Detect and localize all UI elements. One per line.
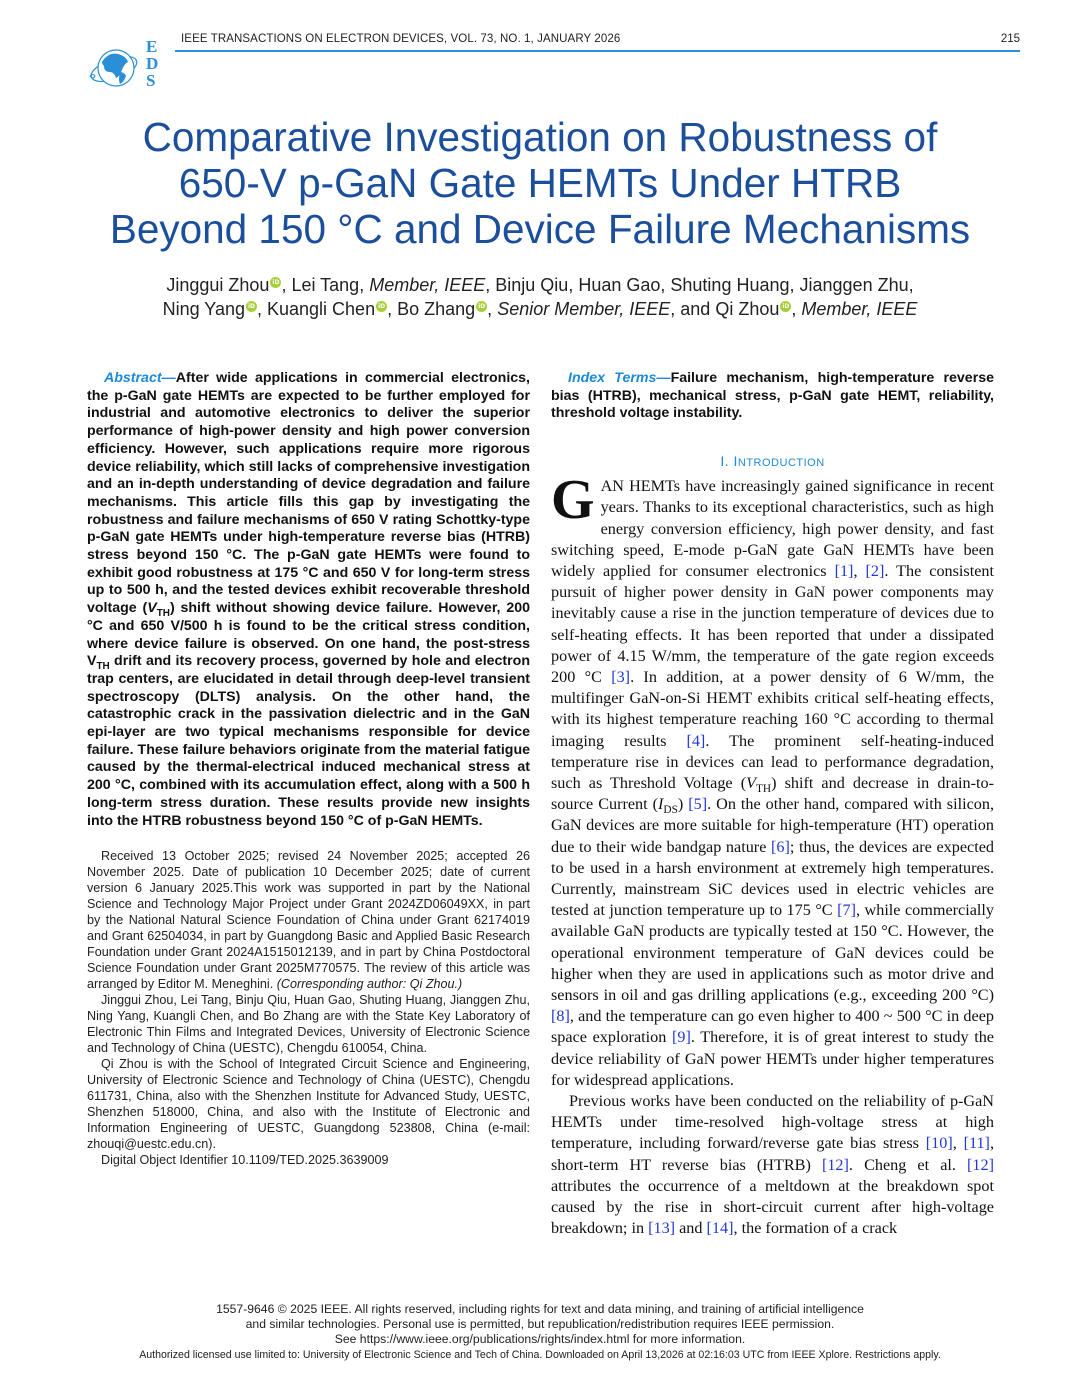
- citation-link[interactable]: [4]: [686, 731, 706, 750]
- left-column: [87, 370, 530, 1168]
- drop-cap: G: [551, 469, 595, 532]
- citation-link[interactable]: [10]: [925, 1134, 953, 1153]
- author-conjunction: and: [680, 299, 716, 319]
- citation-link[interactable]: [1]: [834, 561, 854, 580]
- citation-link[interactable]: [11]: [963, 1134, 990, 1153]
- author-name: Jianggen Zhu: [799, 275, 909, 295]
- section-numeral: I.: [720, 453, 734, 470]
- abstract-text: After wide applications in commercial electronics, the p-GaN gate HEMTs are expected to be further employed for industrial and automotive electronics to deliver the superior performance of high-power density and high power conversion efficiency. However, such applications require more rigorous device reliability, which still lacks of comprehensive investigation and an in-depth understanding of device degradation and failure mechanisms. This article fills this gap by investigating the robustness and failure mechanisms of 650 V rating Schottky-type p-GaN gate HEMTs under high-temperature reverse bias (HTRB) stress beyond 150 °C. The p-GaN gate HEMTs were found to exhibit good robustness at 175 °C and 650 V for long-term stress up to 500 h, and the tested devices exhibit recoverable threshold voltage (: [87, 370, 530, 617]
- logo-text: EDS: [146, 37, 159, 90]
- index-terms-text: Failure mechanism, high-temperature reverse bias (HTRB), mechanical stress, p-GaN gate HEMT, reliability, threshold voltage instability.: [551, 370, 994, 422]
- vth-subscript: TH: [156, 607, 170, 619]
- author-membership: Senior Member, IEEE: [497, 299, 671, 319]
- title-line: Beyond 150 °C and Device Failure Mechanisms: [109, 206, 971, 252]
- citation-link[interactable]: [12]: [821, 1155, 849, 1174]
- header-rule: [175, 50, 1020, 52]
- title-line: 650-V p-GaN Gate HEMTs Under HTRB: [178, 160, 902, 206]
- math-subscript: DS: [663, 804, 678, 817]
- received-text: Received 13 October 2025; revised 24 November 2025; accepted 26 November 2025. Date of publication 10 December 2025; date of current version 6 January 2025.This work was supported in part by the National Science and Technology Major Project under Grant 2024ZD06049XX, in part by the National Natural Science Foundation of China under Grant 62174019 and Grant 62504034, in part by Guangdong Basic and Applied Basic Research Foundation under Grant 2024A1515012139, and in part by China Postdoctoral Science Foundation under Grant 2025M770575. The review of this article was arranged by Editor M. Meneghini.: [87, 849, 530, 992]
- author-membership: Member, IEEE: [801, 299, 918, 319]
- author-name: Qi Zhou: [715, 299, 780, 319]
- citation-link[interactable]: [5]: [688, 795, 708, 814]
- math-subscript: TH: [755, 783, 772, 796]
- citation-link[interactable]: [13]: [648, 1219, 676, 1238]
- author-name: Bo Zhang: [397, 299, 476, 319]
- copyright-line: 1557-9646 © 2025 IEEE. All rights reserved, including rights for text and data mining, and training of artificial intelligence: [216, 1302, 864, 1316]
- title-line: Comparative Investigation on Robustness of: [142, 114, 938, 160]
- orcid-icon[interactable]: iD: [247, 303, 255, 310]
- intro-paragraph: Previous works have been conducted on the reliability of p-GaN HEMTs under time-resolved high-voltage stress at high temperature, including forward/reverse gate bias stress [10], [11], short-term HT reverse bias (HTRB) [12]. Cheng et al. [12] attributes the occurrence of a meltdown at the breakdown spot caused by the rise in short-circuit current after high-voltage breakdown; in [13] and [14], the formation of a crack: [551, 1092, 994, 1238]
- math-symbol: I: [658, 795, 664, 814]
- author-name: Binju Qiu: [495, 275, 569, 295]
- vth-symbol: V: [87, 653, 97, 670]
- citation-link[interactable]: [12]: [967, 1155, 994, 1174]
- right-column: [551, 370, 994, 1239]
- author-name: Kuangli Chen: [267, 299, 376, 319]
- citation-link[interactable]: [14]: [706, 1219, 734, 1238]
- abstract-label: Abstract—: [104, 370, 176, 386]
- rights-link[interactable]: See https://www.ieee.org/publications/rights/index.html for more information.: [334, 1332, 746, 1346]
- heading-rest: NTRODUCTION: [737, 457, 825, 470]
- author-name: Ning Yang: [162, 299, 245, 319]
- citation-link[interactable]: [8]: [551, 1007, 570, 1026]
- abstract: [87, 370, 530, 830]
- orcid-icon[interactable]: iD: [782, 303, 790, 310]
- intro-paragraph: GAN HEMTs have increasingly gained significance in recent years. Thanks to its exceptional characteristics, such as high energy conversion efficiency, high power density, and fast switching speed, E-mode p-GaN gate GaN HEMTs have been widely applied for consumer electronics [1], [2]. The consistent pursuit of higher power density in GaN power components may inevitably cause a rise in the junction temperature of devices due to self-heating effects. It has been reported that under a dissipated power of 4.15 W/mm, the temperature of the gate region exceeds 200 °C [3]. In addition, at a power density of 6 W/mm, the multifinger GaN-on-Si HEMT exhibits critical self-heating effects, with its highest temperature reaching 160 °C according to thermal imaging results [4]. The prominent self-heating-induced temperature rise in devices can lead to performance degradation, such as Threshold Voltage $(V_{TH})$ shift and decrease in drain-to-source Current $(I_{DS})$ [5]. On the other hand, compared with silicon, GaN devices are more suitable for high-temperature (HT) operation due to their wide bandgap nature [6]; thus, the devices are expected to be used in a harsh environment at extremely high temperatures. Currently, mainstream SiC devices used in electric vehicles are tested at junction temperature up to 175 °C [7], while commercially available GaN products are typically tested at 150 °C. However, the operational environment temperature of GaN devices could be higher when they are used in applications such as motor drive and sensors in oil and gas drilling applications (e.g., exceeding 200 °C) [8], and the temperature can go even higher to 400 ~ 500 °C in deep space exploration [9]. Therefore, it is of great interest to study the device reliability of GaN power HEMTs under higher temperatures for widespread applications.: [551, 469, 995, 1089]
- index-terms-label: Index Terms—: [568, 370, 671, 386]
- vth-subscript: TH: [96, 661, 110, 673]
- abstract-text: ) shift without showing device failure. However, 200 °C and 650 V/500 h is found to be the critical stress condition, where device failure is observed. On one hand, the post-stress: [87, 600, 530, 652]
- footnotes: [87, 848, 530, 1168]
- section-heading-introduction: [551, 453, 994, 469]
- footnote-received: [87, 848, 530, 992]
- journal-running-head: IEEE TRANSACTIONS ON ELECTRON DEVICES, VOL. 73, NO. 1, JANUARY 2026: [181, 33, 621, 45]
- heading-initial: I: [733, 453, 738, 470]
- author-name: Huan Gao: [578, 275, 661, 295]
- page-number: 215: [1000, 33, 1020, 45]
- eds-logo: [86, 37, 162, 96]
- citation-link[interactable]: [2]: [865, 561, 885, 580]
- author-name: Shuting Huang: [670, 275, 790, 295]
- abstract-text: drift and its recovery process, governed by hole and electron trap centers, are elucidated in detail through deep-level transient spectroscopy (DLTS) analysis. On the other hand, the catastrophic crack in the passivation dielectric and in the GaN epi-layer are two typical mechanisms responsible for device failure. These failure behaviors originate from the material fatigue caused by the thermal-electrical induced mechanical stress at 200 °C, combined with its accumulation effect, along with a 500 h long-term stress duration. These results provide new insights into the HTRB robustness beyond 150 °C of p-GaN HEMTs.: [87, 653, 530, 829]
- download-notice: Authorized licensed use limited to: University of Electronic Science and Tech of China. Downloaded on April 13,2026 at 02:16:03 UTC from IEEE Xplore. Restrictions apply.: [139, 1349, 941, 1361]
- copyright-line: and similar technologies. Personal use is permitted, but republication/redistribution requires IEEE permission.: [245, 1317, 835, 1331]
- orcid-icon[interactable]: iD: [478, 303, 486, 310]
- citation-link[interactable]: [9]: [671, 1028, 691, 1047]
- author-name: Lei Tang: [291, 275, 360, 295]
- citation-link[interactable]: [6]: [770, 837, 790, 856]
- paper-title: [40, 114, 1040, 252]
- corresponding-author: (Corresponding author: Qi Zhou.): [276, 977, 463, 992]
- author-membership: Member, IEEE: [369, 275, 486, 295]
- citation-link[interactable]: [7]: [837, 901, 856, 920]
- copyright-footer: [0, 1302, 1080, 1347]
- author-name: Jinggui Zhou: [166, 275, 270, 295]
- author-list: Jinggui Zhou iD , Lei Tang, Member, IEEE, Binju Qiu, Huan Gao, Shuting Huang, Jianggen Zhu, Ning Yang iD , Kuangli Chen iD , Bo Zhang iD , Senior Member, IEEE, and Qi Zhou iD , Member, IEEE: [162, 275, 918, 319]
- footnote-affiliation: Qi Zhou is with the School of Integrated Circuit Science and Engineering, University of Electronic Science and Technology of China (UESTC), Chengdu 611731, China, also with the Shenzhen Institute for Advanced Study, UESTC, Shenzhen 518000, China, and also with the Institute of Electronic and Information Engineering of UESTC, Guangdong 523808, China (e-mail: zhouqi@uestc.edu.cn).: [87, 1057, 530, 1152]
- index-terms: [551, 370, 994, 423]
- citation-link[interactable]: [3]: [611, 667, 631, 686]
- vth-symbol: V: [147, 600, 157, 617]
- math-symbol: V: [746, 773, 756, 792]
- orcid-icon[interactable]: iD: [378, 303, 386, 310]
- doi[interactable]: Digital Object Identifier 10.1109/TED.2025.3639009: [101, 1153, 389, 1168]
- orcid-icon[interactable]: iD: [272, 279, 280, 286]
- footnote-affiliation: Jinggui Zhou, Lei Tang, Binju Qiu, Huan Gao, Shuting Huang, Jianggen Zhu, Ning Yang, Kuangli Chen, and Bo Zhang are with the State Key Laboratory of Electronic Thin Films and Integrated Devices, University of Electronic Science and Technology of China (UESTC), Chengdu 610054, China.: [87, 993, 530, 1056]
